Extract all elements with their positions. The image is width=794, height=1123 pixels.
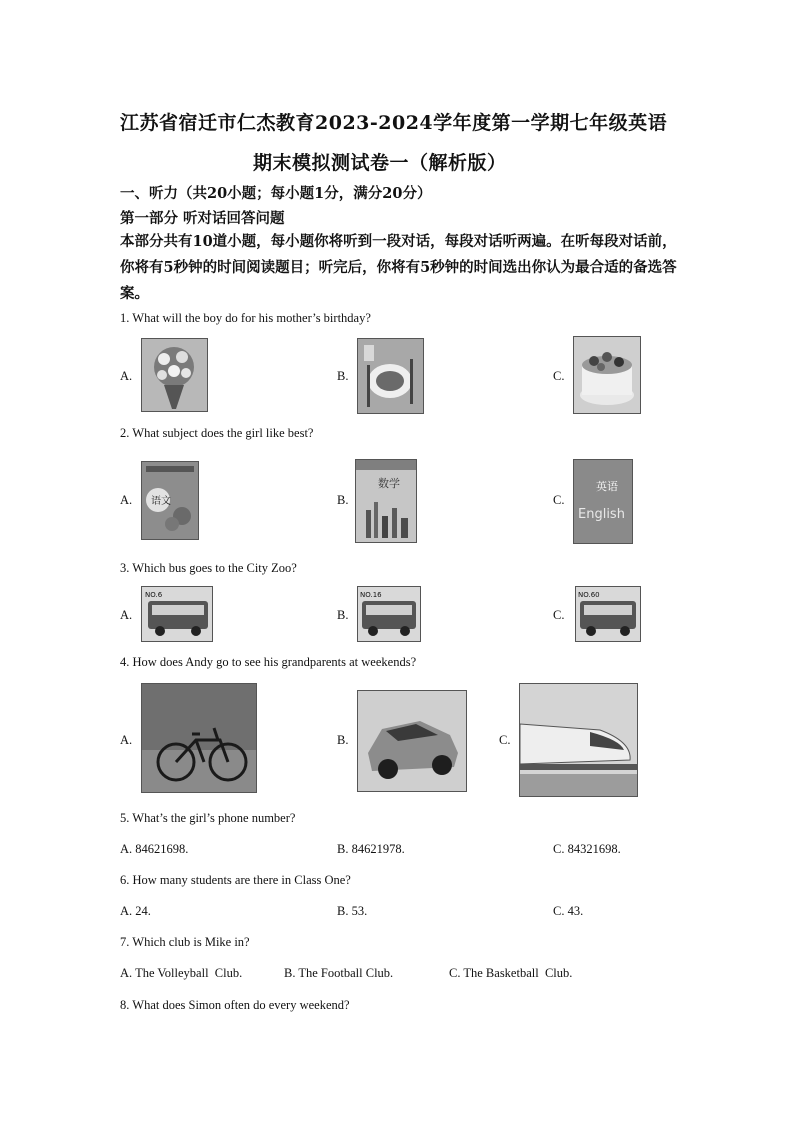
option-text: The Basketball Club. xyxy=(463,966,573,980)
bus-number-label: NO.16 xyxy=(360,591,382,599)
q3-option-a-label[interactable]: A. xyxy=(120,608,133,622)
option-label: A. xyxy=(120,904,133,918)
q4-option-c-label[interactable]: C. xyxy=(499,733,511,747)
q2-option-a-label[interactable]: A. xyxy=(120,493,133,507)
question-5-stem: 5. What’s the girl’s phone number? xyxy=(120,811,296,825)
dinner-meal-image xyxy=(357,338,424,414)
option-label: A. xyxy=(120,842,133,856)
car-image xyxy=(357,690,467,792)
q6-option-b[interactable] xyxy=(337,904,367,919)
bus-image xyxy=(575,586,641,642)
q3-option-c-label[interactable]: C. xyxy=(553,608,565,622)
option-text: The Football Club. xyxy=(298,966,394,980)
bus-image xyxy=(141,586,213,642)
option-text: 43. xyxy=(567,904,584,918)
question-3-stem: 3. Which bus goes to the City Zoo? xyxy=(120,561,297,575)
option-text: 84621978. xyxy=(351,842,405,856)
q5-option-c[interactable] xyxy=(553,842,621,857)
q2-option-c-label[interactable]: C. xyxy=(553,493,565,507)
option-label: B. xyxy=(337,842,349,856)
q5-option-a[interactable] xyxy=(120,842,188,857)
option-label: C. xyxy=(553,904,565,918)
question-6-stem: 6. How many students are there in Class One? xyxy=(120,873,351,887)
question-1-stem: 1. What will the boy do for his mother’s birthday? xyxy=(120,311,371,325)
option-label: C. xyxy=(449,966,461,980)
math-textbook-image xyxy=(355,459,417,543)
english-cover-text-latin: English xyxy=(578,507,625,522)
option-label: C. xyxy=(553,842,565,856)
option-text: 84321698. xyxy=(567,842,621,856)
option-label: B. xyxy=(284,966,296,980)
q1-option-c-label[interactable]: C. xyxy=(553,369,565,383)
question-4-stem: 4. How does Andy go to see his grandparents at weekends? xyxy=(120,655,417,669)
birthday-cake-image xyxy=(573,336,641,414)
document-title-line2: 期末模拟测试卷一（解析版） xyxy=(253,152,507,174)
chinese-textbook-image xyxy=(141,461,199,540)
bus-image xyxy=(357,586,421,642)
q5-option-b[interactable] xyxy=(337,842,405,857)
option-text: The Volleyball Club. xyxy=(135,966,243,980)
flower-bouquet-image xyxy=(141,338,208,412)
bicycle-image xyxy=(141,683,257,793)
part-heading: 第一部分 听对话回答问题 xyxy=(120,210,285,227)
chinese-cover-text: 语文 xyxy=(151,496,171,507)
option-text: 84621698. xyxy=(135,842,189,856)
english-cover-text: 英语 xyxy=(596,480,618,493)
question-7-stem: 7. Which club is Mike in? xyxy=(120,935,250,949)
q7-option-a[interactable] xyxy=(120,966,242,981)
q7-option-c[interactable] xyxy=(449,966,572,981)
question-8-stem: 8. What does Simon often do every weekend? xyxy=(120,998,350,1012)
option-label: B. xyxy=(337,904,349,918)
section-heading: 一、听力（共20小题；每小题1分，满分20分） xyxy=(120,185,432,202)
option-label: A. xyxy=(120,966,133,980)
q3-option-b-label[interactable]: B. xyxy=(337,608,349,622)
bus-number-label: NO.6 xyxy=(145,591,163,599)
q2-option-b-label[interactable]: B. xyxy=(337,493,349,507)
q4-option-a-label[interactable]: A. xyxy=(120,733,133,747)
high-speed-train-image xyxy=(519,683,638,797)
instructions-paragraph: 本部分共有10道小题，每小题你将听到一段对话，每段对话听两遍。在听每段对话前，你将有5秒钟的时间阅读题目；听完后，你将有5秒钟的时间选出你认为最合适的备选答案。 xyxy=(120,233,677,302)
q1-option-b-label[interactable]: B. xyxy=(337,369,349,383)
question-2-stem: 2. What subject does the girl like best? xyxy=(120,426,314,440)
english-textbook-image xyxy=(573,459,633,544)
document-title-line1: 江苏省宿迁市仁杰教育2023-2024学年度第一学期七年级英语 xyxy=(120,112,668,134)
math-cover-text: 数学 xyxy=(378,477,400,490)
option-text: 24. xyxy=(135,904,151,918)
q4-option-b-label[interactable]: B. xyxy=(337,733,349,747)
bus-number-label: NO.60 xyxy=(578,591,600,599)
q1-option-a-label[interactable]: A. xyxy=(120,369,133,383)
q7-option-b[interactable] xyxy=(284,966,393,981)
q6-option-c[interactable] xyxy=(553,904,583,919)
option-text: 53. xyxy=(351,904,368,918)
q6-option-a[interactable] xyxy=(120,904,151,919)
